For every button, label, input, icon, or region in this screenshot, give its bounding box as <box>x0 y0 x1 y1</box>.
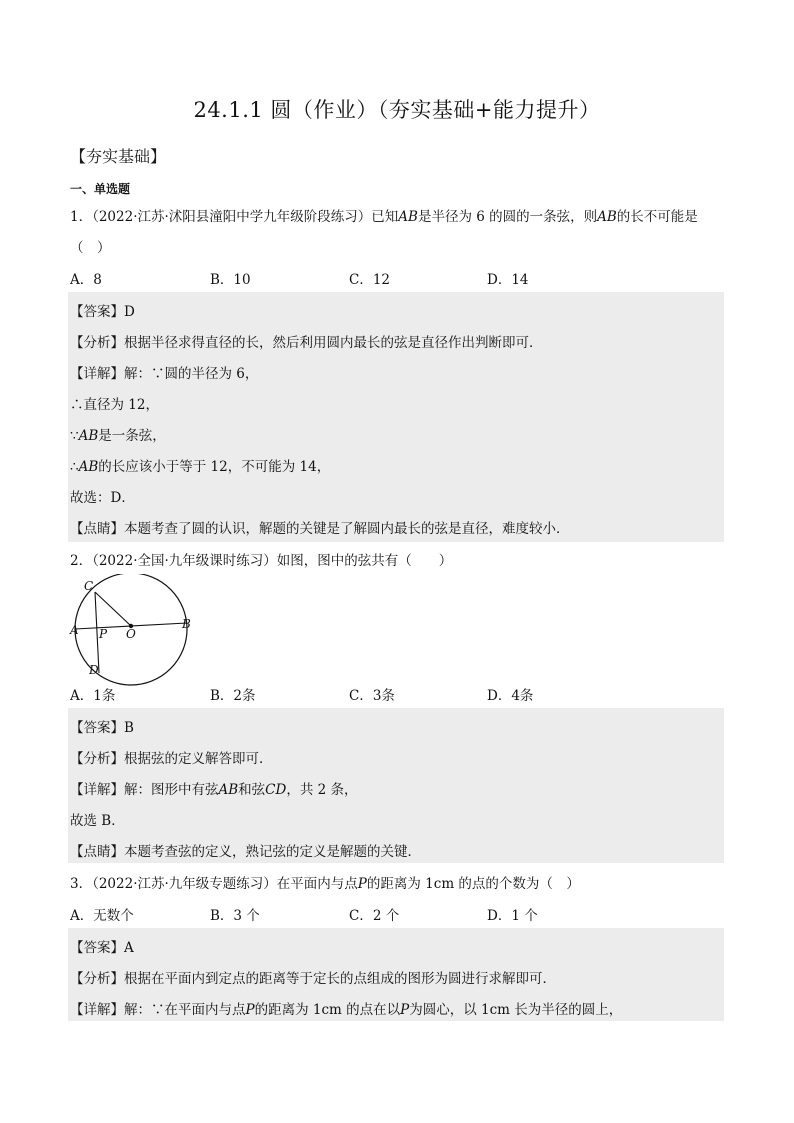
label-c: C <box>84 579 94 593</box>
page-title: 24.1.1 圆（作业）（夯实基础+能力提升） <box>193 98 601 122</box>
q1-detail-1: 【详解】解：∵圆的半径为 6， <box>70 366 259 382</box>
q1-answer: 【答案】D <box>70 304 135 320</box>
segment-co <box>95 592 131 626</box>
q1-stem: 1．（2022·江苏·沭阳县潼阳中学九年级阶段练习）已知AB是半径为 6 的圆的一条弦，则AB的长不可能是 <box>70 209 698 225</box>
label-a: A <box>70 623 79 637</box>
q3-answer: 【答案】A <box>70 940 134 956</box>
q1-detail-3: ∵AB是一条弦， <box>70 428 166 444</box>
q1-detail-2: ∴直径为 12， <box>70 397 159 413</box>
q1-option-a: A．8 <box>70 272 102 288</box>
q1-option-c: C．12 <box>349 272 391 288</box>
q3-option-d: D．1 个 <box>487 908 538 924</box>
q2-comment: 【点睛】本题考查弦的定义，熟记弦的定义是解题的关键． <box>70 844 421 860</box>
q1-paren: （ ） <box>70 240 111 256</box>
q3-detail-1: 【详解】解：∵在平面内与点P的距离为 1cm 的点在以P为圆心，以 1cm 长为半径的圆上， <box>70 1002 623 1018</box>
q1-detail-4: ∴AB的长应该小于等于 12，不可能为 14， <box>70 459 331 475</box>
q3-stem: 3．（2022·江苏·九年级专题练习）在平面内与点P的距离为 1cm 的点的个数为（ ） <box>70 876 580 892</box>
label-d: D <box>89 663 99 677</box>
q2-option-b: B．2条 <box>210 688 256 704</box>
label-p: P <box>99 627 108 641</box>
q3-option-a: A．无数个 <box>70 908 134 924</box>
q2-stem: 2．（2022·全国·九年级课时练习）如图，图中的弦共有（ ） <box>70 553 453 569</box>
q2-answer: 【答案】B <box>70 720 134 736</box>
label-o: O <box>126 627 136 641</box>
q2-analysis: 【分析】根据弦的定义解答即可． <box>70 751 273 767</box>
q1-comment: 【点睛】本题考查了圆的认识，解题的关键是了解圆内最长的弦是直径，难度较小． <box>70 521 570 537</box>
q2-detail-2: 故选 B． <box>70 813 125 829</box>
q1-option-b: B．10 <box>210 272 251 288</box>
q2-detail-1: 【详解】解：图形中有弦AB和弦CD，共 2 条， <box>70 782 358 798</box>
q2-option-a: A．1条 <box>70 688 116 704</box>
q2-option-d: D．4条 <box>487 688 534 704</box>
label-b: B <box>182 617 191 631</box>
q3-option-b: B．3 个 <box>210 908 260 924</box>
q3-analysis: 【分析】根据在平面内到定点的距离等于定长的点组成的图形为圆进行求解即可． <box>70 971 556 987</box>
q1-detail-5: 故选：D． <box>70 490 135 506</box>
q1-option-d: D．14 <box>487 272 529 288</box>
subsection-heading: 一、单选题 <box>70 182 131 196</box>
q1-analysis: 【分析】根据半径求得直径的长，然后利用圆内最长的弦是直径作出判断即可． <box>70 335 543 351</box>
section-label: 【夯实基础】 <box>70 147 167 166</box>
q2-option-c: C．3条 <box>349 688 395 704</box>
circle-figure <box>66 574 198 686</box>
q3-option-c: C．2 个 <box>349 908 400 924</box>
q1-solution-block <box>68 292 724 542</box>
